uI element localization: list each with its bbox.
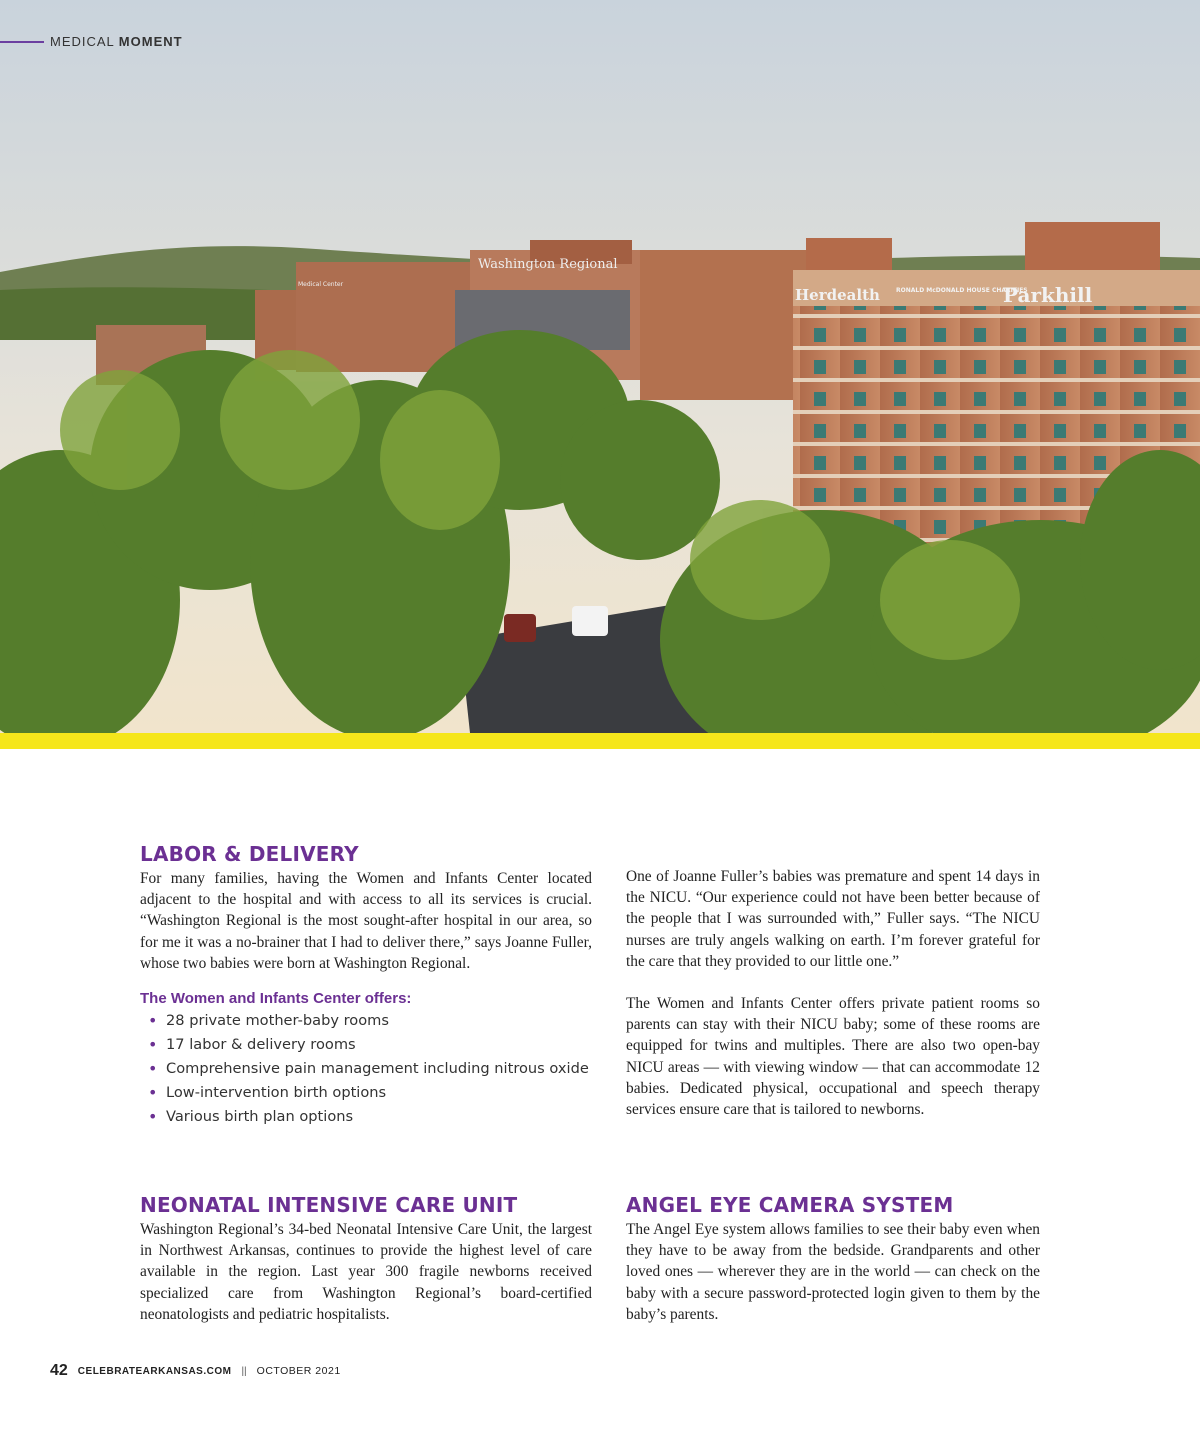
offers-title: The Women and Infants Center offers: bbox=[140, 990, 412, 1008]
sign-tower-left: Herdealth bbox=[795, 286, 880, 304]
list-item: • 17 labor & delivery rooms bbox=[140, 1035, 592, 1054]
list-item: • Low-intervention birth options bbox=[140, 1083, 592, 1102]
sign-tower-right: Parkhill bbox=[1003, 283, 1093, 307]
footer-date: OCTOBER 2021 bbox=[256, 1365, 341, 1377]
section-rule bbox=[0, 41, 44, 43]
offers-list bbox=[140, 1011, 592, 1126]
angel-body: The Angel Eye system allows families to see their baby even when they have to be away from the bedside. Grandparents and other loved ones — wherever they are in the world — can check on the baby with a secure password-protected login given to them by the baby’s parents. bbox=[626, 1221, 1040, 1323]
page-number: 42 bbox=[50, 1362, 68, 1379]
sign-main-building: Washington Regional bbox=[478, 257, 618, 272]
list-item: • Various birth plan options bbox=[140, 1107, 592, 1126]
yellow-accent-band bbox=[0, 733, 1200, 749]
section-tag bbox=[0, 34, 183, 49]
nicu-section bbox=[140, 1193, 592, 1325]
list-item: • Comprehensive pain management including nitrous oxide bbox=[140, 1059, 592, 1078]
right-paragraph-2: The Women and Infants Center offers private patient rooms so parents can stay with their NICU baby; some of these rooms are equipped for twins and multiples. There are also two open-bay NICU areas — with viewing window — that can accommodate 12 babies. Dedicated physical, occupational and speech therapy services ensure care that is tailored to newborns. bbox=[626, 995, 1040, 1119]
nicu-body: Washington Regional’s 34-bed Neonatal Intensive Care Unit, the largest in Northwest Arkansas, continues to provide the highest level of care available in the region. Last year 300 fragile newborns received specialized care from Washington Regional’s board-certified neonatologists and pediatric hospitalists. bbox=[140, 1221, 592, 1323]
section-label-light: MEDICAL bbox=[50, 34, 115, 49]
labor-delivery-section bbox=[140, 842, 592, 1131]
sign-charity: RONALD McDONALD HOUSE CHARITIES bbox=[896, 287, 1028, 294]
sign-medical-center: Medical Center bbox=[298, 281, 344, 288]
footer-site-link: CELEBRATEARKANSAS.COM bbox=[77, 1365, 232, 1377]
right-paragraph-1: One of Joanne Fuller’s babies was premature and spent 14 days in the NICU. “Our experience could not have been better because of the people that I was surrounded with,” Fuller says. “The NICU nurses are truly angels walking on earth. I’m forever grateful for the care that they provided to our little one.” bbox=[626, 868, 1040, 970]
section-label-bold: MOMENT bbox=[118, 34, 183, 49]
angel-eye-section bbox=[626, 1193, 1040, 1325]
nicu-heading: NEONATAL INTENSIVE CARE UNIT bbox=[140, 1193, 518, 1217]
labor-heading: LABOR & DELIVERY bbox=[140, 842, 359, 866]
nicu-story-section bbox=[626, 866, 1040, 1120]
list-item: • 28 private mother-baby rooms bbox=[140, 1011, 592, 1030]
footer-separator: || bbox=[241, 1365, 247, 1377]
angel-heading: ANGEL EYE CAMERA SYSTEM bbox=[626, 1193, 954, 1217]
page-footer bbox=[50, 1362, 341, 1380]
labor-body: For many families, having the Women and Infants Center located adjacent to the hospital and with access to all its services is crucial. “Washington Regional is the most sought-after hospital in our area, so for me it was a no-brainer that I had to deliver there,” says Joanne Fuller, whose two babies were born at Washington Regional. bbox=[140, 870, 592, 972]
